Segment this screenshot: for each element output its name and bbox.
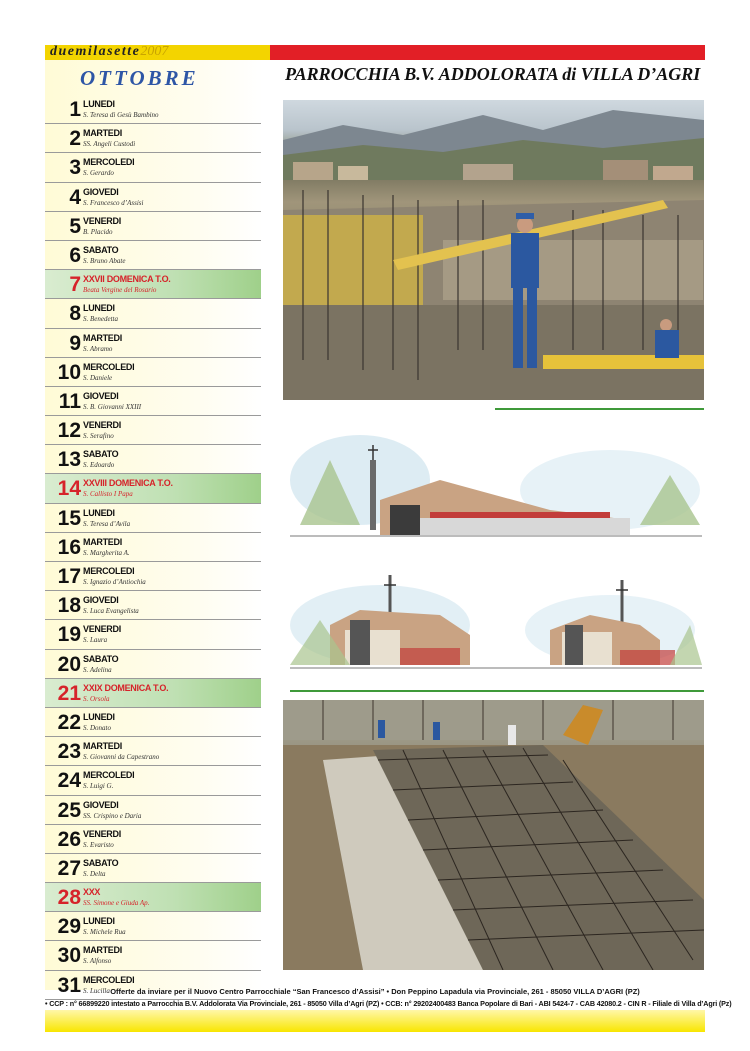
day-row xyxy=(45,708,261,737)
day-number: 30 xyxy=(57,944,81,968)
day-number: 29 xyxy=(57,915,81,939)
day-number: 20 xyxy=(57,652,81,676)
day-saint: S. Evaristo xyxy=(83,840,114,849)
day-name: LUNEDI xyxy=(83,99,115,109)
day-row xyxy=(45,796,261,825)
day-row xyxy=(45,883,261,912)
day-saint: S. Francesco d’Assisi xyxy=(83,198,144,207)
day-name: LUNEDI xyxy=(83,507,115,518)
day-name: GIOVEDI xyxy=(83,186,119,197)
day-row xyxy=(45,562,261,591)
day-number: 23 xyxy=(57,740,81,764)
day-name: SABATO xyxy=(83,244,119,255)
day-name: VENERDI xyxy=(83,215,121,226)
day-row xyxy=(45,329,261,358)
day-saint: S. Michele Rua xyxy=(83,928,126,937)
day-name: MARTEDI xyxy=(83,332,122,343)
day-saint: SS. Crispino e Daria xyxy=(83,811,142,820)
day-number: 9 xyxy=(69,331,81,355)
day-name: SABATO xyxy=(83,857,119,868)
day-saint: S. Alfonso xyxy=(83,957,112,966)
day-row xyxy=(45,358,261,387)
day-saint: S. Donato xyxy=(83,723,111,732)
day-saint: S. Benedetta xyxy=(83,315,118,324)
day-saint: S. Gerardo xyxy=(83,169,114,178)
day-row xyxy=(45,474,261,503)
day-row xyxy=(45,912,261,941)
day-saint: S. Lucilla xyxy=(83,986,110,995)
day-name: XXIX DOMENICA T.O. xyxy=(83,682,169,693)
day-saint: S. Adelina xyxy=(83,665,112,674)
day-saint: SS. Simone e Giuda Ap. xyxy=(83,899,150,908)
parish-title: PARROCCHIA B.V. ADDOLORATA di VILLA D’AGRI xyxy=(285,64,701,84)
day-saint: S. Ignazio d’Antiochia xyxy=(83,578,146,586)
day-saint: S. Daniele xyxy=(83,373,113,382)
day-row xyxy=(45,591,261,620)
day-saint: S. B. Giovanni XXIII xyxy=(83,402,142,411)
day-saint: S. Edoardo xyxy=(83,461,115,470)
day-saint: Beata Vergine del Rosario xyxy=(83,286,157,295)
brand-year-number: 2007 xyxy=(140,44,169,59)
day-number: 15 xyxy=(57,506,81,530)
day-name: MARTEDI xyxy=(83,128,122,139)
day-row xyxy=(45,504,261,533)
day-saint: S. Luigi G. xyxy=(83,782,114,791)
day-name: MARTEDI xyxy=(83,945,122,956)
day-saint: S. Orsola xyxy=(83,694,110,703)
day-saint: S. Delta xyxy=(83,869,106,878)
day-row xyxy=(45,650,261,679)
footer-donation-text: Offerte da inviare per il Nuovo Centro Parrocchiale “San Francesco d’Assisi” • Don Peppino Lapadula via Provinciale, 261 - 85050 VILLA D’AGRI (PZ) xyxy=(110,987,640,996)
day-name: SABATO xyxy=(83,653,119,664)
day-saint: S. Abramo xyxy=(83,344,113,353)
divider-line xyxy=(495,408,704,410)
day-number: 14 xyxy=(57,477,81,501)
day-row xyxy=(45,445,261,474)
day-row xyxy=(45,270,261,299)
footer xyxy=(45,986,732,1010)
brand-year xyxy=(50,44,168,60)
day-name: MERCOLEDI xyxy=(83,361,135,372)
day-saint: S. Margherita A. xyxy=(83,548,130,557)
header-bar-red xyxy=(270,45,705,60)
day-row xyxy=(45,825,261,854)
day-name: MARTEDI xyxy=(83,741,122,752)
day-name: MERCOLEDI xyxy=(83,566,135,576)
day-name: LUNEDI xyxy=(83,916,115,927)
day-saint: S. Callisto I Papa xyxy=(83,490,133,499)
day-number: 17 xyxy=(57,565,81,588)
day-name: GIOVEDI xyxy=(83,799,119,810)
month-title: OTTOBRE xyxy=(80,66,199,90)
day-row xyxy=(45,212,261,241)
church-architectural-drawings xyxy=(290,420,702,685)
day-row xyxy=(45,387,261,416)
day-row xyxy=(45,941,261,970)
day-row xyxy=(45,766,261,795)
day-row xyxy=(45,679,261,708)
day-number: 24 xyxy=(57,769,81,793)
day-row xyxy=(45,95,261,124)
brand-text: duemilasette xyxy=(50,44,141,59)
day-name: VENERDI xyxy=(83,420,121,431)
day-number: 16 xyxy=(57,535,81,559)
day-number: 31 xyxy=(57,973,81,997)
day-name: XXVIII DOMENICA T.O. xyxy=(83,478,173,489)
construction-photo-workers xyxy=(283,100,704,400)
day-number: 8 xyxy=(69,302,81,326)
day-number: 12 xyxy=(57,419,81,443)
day-row xyxy=(45,737,261,766)
print-credit xyxy=(712,879,717,880)
day-saint: B. Placido xyxy=(83,227,113,236)
day-row xyxy=(45,183,261,212)
day-number: 21 xyxy=(57,681,81,705)
day-saint: S. Serafino xyxy=(83,432,114,441)
construction-photo-rebar xyxy=(283,700,704,970)
footer-bar xyxy=(45,1010,705,1032)
day-row xyxy=(45,124,261,153)
day-number: 1 xyxy=(69,98,81,121)
day-saint: S. Teresa di Gesù Bambino xyxy=(83,111,159,119)
day-name: VENERDI xyxy=(83,828,121,839)
day-number: 26 xyxy=(57,827,81,851)
day-number: 7 xyxy=(69,273,81,297)
day-name: MARTEDI xyxy=(83,536,122,547)
day-name: LUNEDI xyxy=(83,711,115,722)
day-number: 5 xyxy=(69,214,81,238)
day-name: XXX xyxy=(83,887,101,898)
day-list xyxy=(45,95,261,1000)
day-row xyxy=(45,241,261,270)
day-name: VENERDI xyxy=(83,624,121,635)
day-row xyxy=(45,153,261,182)
day-number: 4 xyxy=(69,185,81,209)
day-number: 6 xyxy=(69,243,81,267)
footer-bank-details: • CCP : n° 66899220 intestato a Parrocchia B.V. Addolorata Via Provinciale, 261 - 85050 Villa d’Agri (PZ) • CCB: n° 29202400483 Banca Popolare di Bari - ABI 5424-7 - CAB 42080.2 - CIN R - Filiale di Villa d’Agri (Pz) xyxy=(45,999,732,1008)
day-number: 13 xyxy=(57,448,81,472)
day-number: 27 xyxy=(57,856,81,880)
day-name: MERCOLEDI xyxy=(83,770,135,781)
divider-line-2 xyxy=(290,690,704,692)
day-number: 25 xyxy=(57,798,81,822)
day-row xyxy=(45,533,261,562)
day-name: GIOVEDI xyxy=(83,390,119,401)
day-name: SABATO xyxy=(83,449,119,460)
day-row xyxy=(45,620,261,649)
day-row xyxy=(45,299,261,328)
day-saint: S. Laura xyxy=(83,636,108,645)
day-number: 10 xyxy=(57,360,81,384)
day-number: 3 xyxy=(69,156,81,180)
day-name: MERCOLEDI xyxy=(83,157,135,168)
day-name: MERCOLEDI xyxy=(83,974,135,985)
day-saint: SS. Angeli Custodi xyxy=(83,140,136,149)
day-name: GIOVEDI xyxy=(83,595,119,606)
day-saint: S. Bruno Abate xyxy=(83,256,126,265)
day-number: 28 xyxy=(57,886,81,910)
day-number: 22 xyxy=(57,710,81,734)
day-number: 18 xyxy=(57,594,81,618)
day-row xyxy=(45,854,261,883)
day-name: LUNEDI xyxy=(83,303,115,314)
day-saint: S. Teresa d’Avila xyxy=(83,519,131,528)
day-saint: S. Luca Evangelista xyxy=(83,607,139,616)
day-number: 11 xyxy=(58,389,81,413)
day-number: 19 xyxy=(57,623,81,647)
day-number: 2 xyxy=(69,127,81,151)
day-saint: S. Giovanni da Capestrano xyxy=(83,753,160,762)
day-row xyxy=(45,416,261,445)
day-name: XXVII DOMENICA T.O. xyxy=(83,274,171,285)
